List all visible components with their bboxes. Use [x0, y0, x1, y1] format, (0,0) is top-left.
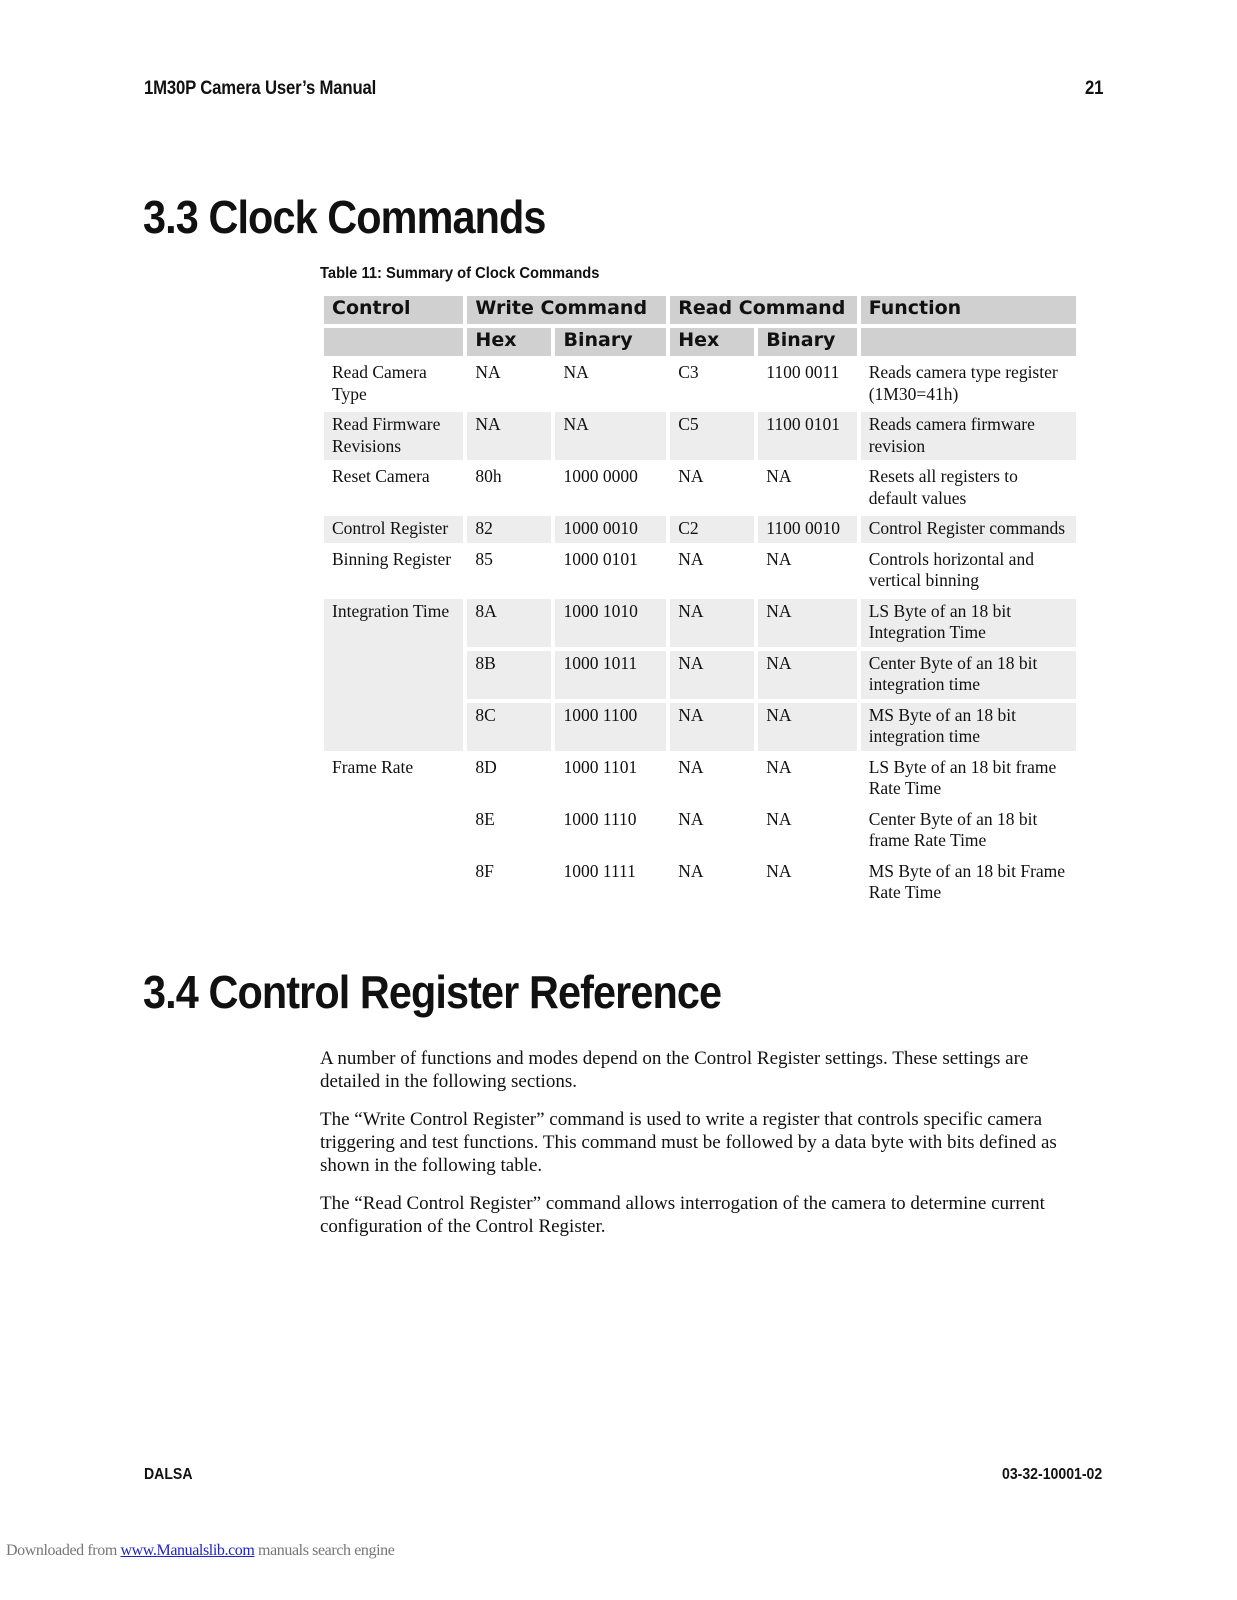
cell-control: Read Camera Type — [332, 362, 427, 404]
running-header-title: 1M30P Camera User’s Manual — [144, 78, 377, 99]
table-row — [324, 547, 1076, 595]
cell-write-binary: 1000 1011 — [555, 651, 666, 699]
header-write-command: Write Command — [467, 296, 666, 324]
cell-write-binary: 1000 1110 — [563, 808, 637, 829]
cell-write-hex: 80h — [475, 466, 502, 486]
paragraph: The “Read Control Register” command allows interrogation of the camera to determine current configuration of the Control Register. — [320, 1193, 1045, 1237]
cell-write-hex: 85 — [475, 548, 493, 569]
table-subheader-row — [324, 328, 1076, 356]
cell-write-hex: NA — [475, 362, 501, 382]
cell-write-binary: NA — [563, 362, 589, 382]
header-function: Function — [861, 296, 1076, 324]
cell-read-hex: C5 — [670, 412, 754, 460]
manualslib-link[interactable]: www.Manualslib.com — [120, 1542, 255, 1559]
cell-control: Binning Register — [332, 548, 452, 569]
cell-write-hex: 8E — [475, 808, 495, 829]
section-heading-control-register-reference: 3.4 Control Register Reference — [143, 966, 722, 1018]
cell-read-binary: NA — [758, 651, 856, 699]
cell-write-binary: 1000 0010 — [555, 516, 666, 543]
cell-write-hex: 82 — [467, 516, 551, 543]
footer-doc-number: 03-32-10001-02 — [1002, 1466, 1103, 1483]
cell-write-binary: 1000 1101 — [563, 756, 638, 777]
paragraph: The “Write Control Register” command is used to write a register that controls specific camera triggering and test functions. This command must be followed by a data byte with bits defined as shown in the following table. — [320, 1109, 1057, 1176]
cell-control: Integration Time — [324, 599, 463, 751]
cell-write-hex: 8A — [467, 599, 551, 647]
page-number: 21 — [1085, 78, 1104, 99]
subheader-write-binary: Binary — [555, 328, 666, 356]
cell-read-hex: NA — [678, 548, 704, 569]
table-row — [324, 464, 1076, 512]
cell-write-binary: 1000 0000 — [563, 466, 638, 486]
cell-write-hex: 8F — [475, 860, 494, 881]
cell-read-hex: NA — [670, 599, 754, 647]
subheader-blank — [861, 328, 1076, 356]
table-row — [324, 360, 1076, 408]
cell-function: Resets all registers to default values — [868, 466, 1018, 508]
cell-function: Reads camera type register (1M30=41h) — [868, 362, 1058, 404]
download-prefix: Downloaded from — [6, 1542, 121, 1559]
cell-write-binary: 1000 1100 — [555, 703, 666, 751]
subheader-write-hex: Hex — [467, 328, 551, 356]
subheader-blank — [324, 328, 463, 356]
cell-function: Control Register commands — [861, 516, 1076, 543]
cell-write-binary: 1000 1010 — [555, 599, 666, 647]
cell-write-binary: 1000 1111 — [563, 860, 636, 881]
cell-write-hex: NA — [467, 412, 551, 460]
cell-read-hex: NA — [678, 466, 704, 486]
download-suffix: manuals search engine — [254, 1542, 395, 1559]
clock-commands-table — [320, 292, 1080, 911]
table-caption: Table 11: Summary of Clock Commands — [320, 265, 600, 282]
cell-read-hex: NA — [678, 860, 704, 881]
footer-company: DALSA — [144, 1466, 193, 1483]
table-header-row — [324, 296, 1076, 324]
cell-function: Center Byte of an 18 bit frame Rate Time — [868, 808, 1038, 850]
cell-read-hex: NA — [678, 756, 704, 777]
cell-read-binary: NA — [766, 860, 792, 881]
cell-read-hex: NA — [670, 651, 754, 699]
cell-read-binary: NA — [766, 808, 792, 829]
cell-write-binary: NA — [555, 412, 666, 460]
cell-control: Reset Camera — [332, 466, 430, 486]
cell-function: MS Byte of an 18 bit integration time — [861, 703, 1076, 751]
cell-read-binary: NA — [758, 703, 856, 751]
subheader-read-hex: Hex — [670, 328, 754, 356]
cell-read-binary: 1100 0011 — [766, 362, 840, 382]
subheader-read-binary: Binary — [758, 328, 856, 356]
cell-read-binary: 1100 0101 — [758, 412, 856, 460]
paragraph: A number of functions and modes depend on the Control Register settings. These settings are detailed in the following sections. — [320, 1048, 1029, 1092]
cell-function: MS Byte of an 18 bit Frame Rate Time — [868, 860, 1066, 902]
cell-read-hex: NA — [678, 808, 704, 829]
cell-control: Control Register — [324, 516, 463, 543]
table-row — [324, 599, 1076, 647]
cell-write-hex: 8C — [467, 703, 551, 751]
cell-function: Reads camera firmware revision — [861, 412, 1076, 460]
cell-control: Read Firmware Revisions — [324, 412, 463, 460]
table-row — [324, 516, 1076, 543]
cell-control: Frame Rate — [332, 756, 414, 777]
cell-read-hex: C3 — [678, 362, 699, 382]
cell-read-binary: 1100 0010 — [758, 516, 856, 543]
cell-function: LS Byte of an 18 bit Integration Time — [861, 599, 1076, 647]
cell-read-binary: NA — [766, 466, 792, 486]
cell-write-hex: 8D — [475, 756, 497, 777]
cell-read-hex: C2 — [670, 516, 754, 543]
cell-function: LS Byte of an 18 bit frame Rate Time — [868, 756, 1057, 798]
download-banner — [6, 1542, 394, 1560]
cell-write-binary: 1000 0101 — [563, 548, 638, 569]
cell-read-binary: NA — [758, 599, 856, 647]
cell-read-binary: NA — [766, 548, 792, 569]
header-control: Control — [324, 296, 463, 324]
cell-write-hex: 8B — [467, 651, 551, 699]
table-row — [324, 755, 1076, 803]
section-heading-clock-commands: 3.3 Clock Commands — [143, 191, 546, 243]
header-read-command: Read Command — [670, 296, 856, 324]
table-row — [324, 412, 1076, 460]
cell-read-hex: NA — [670, 703, 754, 751]
cell-function: Center Byte of an 18 bit integration time — [861, 651, 1076, 699]
cell-read-binary: NA — [766, 756, 792, 777]
cell-function: Controls horizontal and vertical binning — [868, 548, 1034, 590]
